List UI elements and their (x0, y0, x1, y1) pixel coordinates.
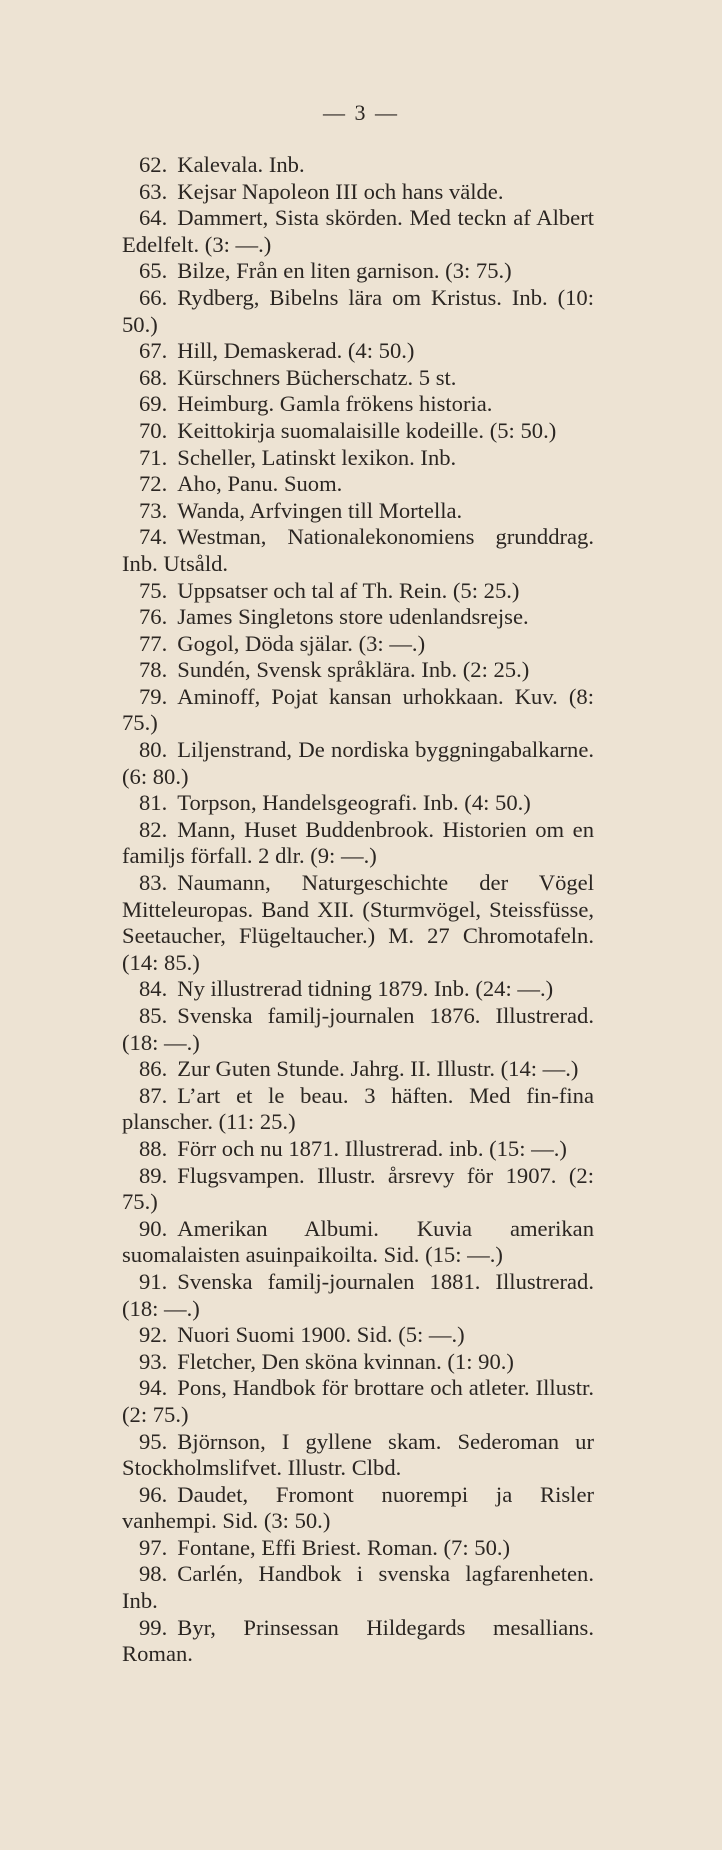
entry-number: 89. (139, 1162, 168, 1188)
catalog-entry (122, 790, 594, 817)
catalog-entry (122, 1375, 594, 1428)
catalog-entry (122, 657, 594, 684)
entry-number: 96. (139, 1481, 168, 1507)
entry-number: 74. (139, 524, 168, 550)
page-number: — 3 — (323, 100, 399, 125)
entry-text: Westman, Nationalekonomiens grunddrag. Inb. Utsåld. (122, 524, 594, 576)
entry-number: 91. (139, 1268, 168, 1294)
entry-text: Dammert, Sista skörden. Med teckn af Albert Edelfelt. (3: —.) (122, 205, 594, 257)
catalog-entry (122, 418, 594, 445)
catalog-entry (122, 445, 594, 472)
entry-text: Liljenstrand, De nordiska byggningabalkarne. (6: 80.) (122, 737, 594, 789)
entry-text: Mann, Huset Buddenbrook. Historien om en familjs förfall. 2 dlr. (9: —.) (122, 816, 594, 869)
entry-number: 65. (139, 258, 168, 284)
catalog-entry (122, 338, 594, 365)
catalog-entry (122, 1003, 594, 1056)
entry-number: 93. (139, 1348, 168, 1374)
catalog-entry (122, 1535, 594, 1562)
catalog-entry (122, 1615, 594, 1668)
entry-text: Carlén, Handbok i svenska lagfarenheten. Inb. (122, 1561, 594, 1614)
entry-number: 90. (139, 1215, 168, 1241)
entry-number: 85. (139, 1003, 168, 1028)
entry-number: 67. (139, 338, 168, 364)
catalog-entry (122, 365, 594, 392)
entry-number: 76. (139, 604, 168, 630)
entry-text: Byr, Prinsessan Hildegards mesallians. Roman. (122, 1614, 594, 1667)
entry-number: 69. (139, 391, 168, 417)
entry-number: 78. (139, 657, 168, 683)
entry-number: 87. (139, 1082, 168, 1108)
entry-number: 94. (139, 1375, 168, 1401)
catalog-entry (122, 1349, 594, 1376)
entry-number: 84. (139, 976, 168, 1002)
entry-number: 70. (139, 417, 168, 443)
entry-number: 98. (139, 1561, 168, 1587)
entry-number: 62. (139, 152, 168, 177)
entry-number: 97. (139, 1534, 168, 1560)
entry-number: 79. (139, 683, 168, 709)
entry-text: Torpson, Handelsgeografi. Inb. (4: 50.) (177, 790, 531, 816)
catalog-entry (122, 1136, 594, 1163)
catalog-entry (122, 524, 594, 577)
entry-number: 88. (139, 1135, 168, 1161)
catalog-entry (122, 205, 594, 258)
catalog-entry (122, 1083, 594, 1136)
entry-text: Naumann, Naturgeschichte der Vögel Mitteleuropas. Band XII. (Sturmvögel, Steissfüsse, Seetaucher, Flügeltaucher.) M. 27 Chromotafeln. (14: 85.) (122, 870, 594, 975)
entry-number: 72. (139, 471, 168, 497)
catalog-list (122, 152, 594, 1668)
entry-text: Amerikan Albumi. Kuvia amerikan suomalaisten asuinpaikoilta. Sid. (15: —.) (122, 1215, 594, 1268)
entry-text: Svenska familj-journalen 1876. Illustrerad. (18: —.) (122, 1003, 594, 1055)
catalog-entry (122, 684, 594, 737)
catalog-entry (122, 179, 594, 206)
catalog-entry (122, 976, 594, 1003)
catalog-entry (122, 1216, 594, 1269)
entry-number: 77. (139, 630, 168, 656)
catalog-entry (122, 1322, 594, 1349)
entry-number: 83. (139, 870, 168, 896)
entry-text: Hill, Demaskerad. (4: 50.) (177, 338, 415, 364)
entry-text: Aminoff, Pojat kansan urhokkaan. Kuv. (8: 75.) (122, 683, 594, 736)
catalog-entry (122, 737, 594, 790)
entry-text: Fletcher, Den sköna kvinnan. (1: 90.) (177, 1348, 514, 1374)
entry-number: 66. (139, 284, 168, 310)
catalog-entry (122, 1056, 594, 1083)
catalog-entry (122, 1163, 594, 1216)
entry-text: Svenska familj-journalen 1881. Illustrerad. (18: —.) (122, 1268, 594, 1321)
entry-number: 63. (139, 178, 168, 204)
entry-text: Zur Guten Stunde. Jahrg. II. Illustr. (14: —.) (177, 1056, 579, 1082)
entry-text: Daudet, Fromont nuorempi ja Risler vanhempi. Sid. (3: 50.) (122, 1481, 594, 1534)
entry-text: Aho, Panu. Suom. (177, 471, 343, 497)
entry-text: Bilze, Från en liten garnison. (3: 75.) (177, 258, 512, 284)
catalog-entry (122, 817, 594, 870)
entry-text: Björnson, I gyllene skam. Sederoman ur Stockholmslifvet. Illustr. Clbd. (122, 1428, 594, 1481)
entry-text: Fontane, Effi Briest. Roman. (7: 50.) (177, 1534, 511, 1560)
entry-text: Flugsvampen. Illustr. årsrevy för 1907. (2: 75.) (122, 1162, 594, 1215)
entry-text: James Singletons store udenlandsrejse. (177, 604, 529, 630)
entry-number: 82. (139, 816, 168, 842)
catalog-entry (122, 870, 594, 976)
entry-number: 95. (139, 1428, 168, 1454)
entry-text: Heimburg. Gamla frökens historia. (177, 391, 493, 417)
catalog-entry (122, 471, 594, 498)
catalog-entry (122, 391, 594, 418)
entry-number: 81. (139, 790, 168, 816)
entry-number: 75. (139, 577, 168, 603)
entry-text: Förr och nu 1871. Illustrerad. inb. (15: —.) (177, 1135, 567, 1161)
entry-number: 71. (139, 444, 168, 470)
catalog-entry (122, 1429, 594, 1482)
entry-text: Kalevala. Inb. (177, 152, 305, 177)
catalog-entry (122, 1561, 594, 1614)
entry-text: Wanda, Arfvingen till Mortella. (177, 497, 463, 523)
catalog-entry (122, 498, 594, 525)
entry-number: 68. (139, 364, 168, 390)
entry-text: Sundén, Svensk språklära. Inb. (2: 25.) (177, 657, 530, 683)
entry-text: Pons, Handbok för brottare och atleter. Illustr. (2: 75.) (122, 1375, 594, 1427)
entry-text: Ny illustrerad tidning 1879. Inb. (24: —.) (177, 976, 554, 1002)
catalog-entry (122, 152, 594, 179)
entry-text: Uppsatser och tal af Th. Rein. (5: 25.) (177, 577, 520, 603)
entry-text: Kejsar Napoleon III och hans välde. (177, 178, 504, 204)
entry-text: L’art et le beau. 3 häften. Med fin-fina planscher. (11: 25.) (122, 1082, 594, 1135)
entry-number: 99. (139, 1614, 168, 1640)
entry-text: Nuori Suomi 1900. Sid. (5: —.) (177, 1322, 465, 1348)
catalog-entry (122, 285, 594, 338)
entry-number: 92. (139, 1322, 168, 1348)
entry-number: 73. (139, 497, 168, 523)
entry-number: 80. (139, 737, 168, 763)
catalog-entry (122, 1482, 594, 1535)
entry-text: Scheller, Latinskt lexikon. Inb. (177, 444, 457, 470)
entry-text: Gogol, Döda själar. (3: —.) (177, 630, 426, 656)
catalog-entry (122, 631, 594, 658)
entry-text: Rydberg, Bibelns lära om Kristus. Inb. (10: 50.) (122, 284, 594, 337)
catalog-entry (122, 258, 594, 285)
entry-text: Kürschners Bücherschatz. 5 st. (177, 364, 457, 390)
catalog-entry (122, 1269, 594, 1322)
entry-text: Keittokirja suomalaisille kodeille. (5: 50.) (177, 417, 557, 443)
entry-number: 86. (139, 1056, 168, 1082)
catalog-entry (122, 604, 594, 631)
catalog-entry (122, 578, 594, 605)
entry-number: 64. (139, 205, 168, 231)
